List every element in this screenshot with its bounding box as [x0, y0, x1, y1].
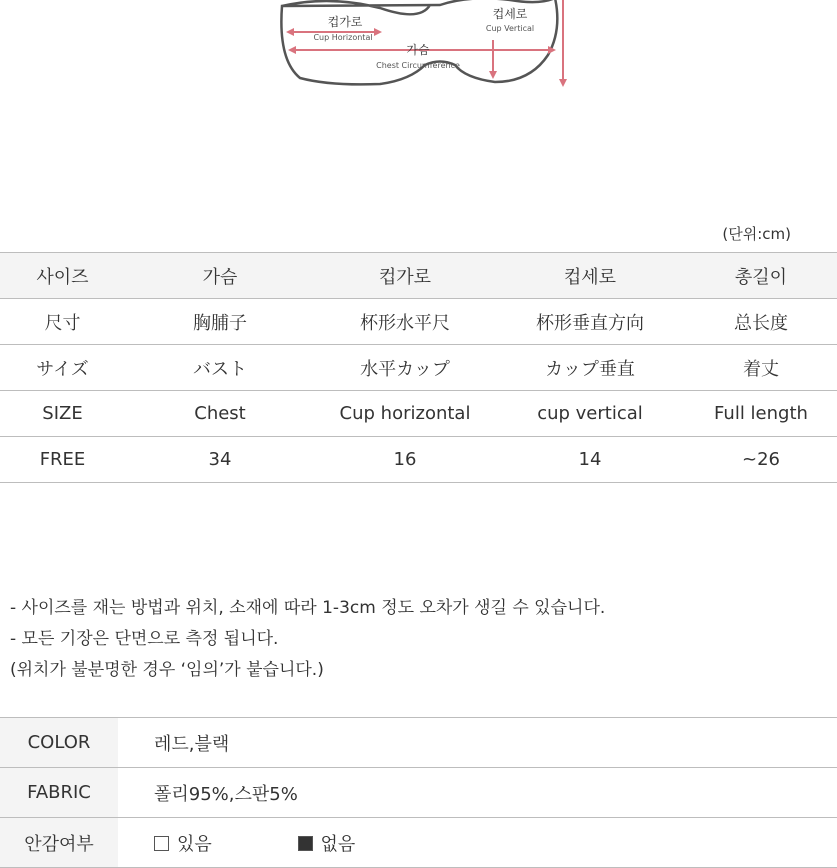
header-cup-vertical-ja: カップ垂直 — [495, 345, 685, 391]
note-line: (위치가 불분명한 경우 ‘임의’가 붙습니다.) — [10, 660, 324, 680]
lining-option-no[interactable] — [298, 830, 356, 856]
lining-options — [118, 818, 837, 868]
header-cup-horizontal-en: Cup horizontal — [315, 391, 495, 437]
cup-horizontal-value: 16 — [315, 437, 495, 483]
header-size-ja: サイズ — [0, 345, 125, 391]
header-size-zh: 尺寸 — [0, 299, 125, 345]
chest-label-en: Chest Circumference — [376, 61, 460, 70]
table-row — [0, 391, 837, 437]
unit-label: (단위:cm) — [722, 225, 791, 243]
lining-option-no-label: 없음 — [320, 833, 356, 855]
lining-label: 안감여부 — [0, 818, 118, 868]
checkbox-empty-icon — [154, 836, 169, 851]
size-value-free: FREE — [0, 437, 125, 483]
header-cup-horizontal-ko: 컵가로 — [315, 253, 495, 299]
cup-horizontal-arrowhead-right — [374, 28, 382, 36]
cup-vertical-value: 14 — [495, 437, 685, 483]
chest-arrowhead-left — [288, 46, 296, 54]
header-size-en: SIZE — [0, 391, 125, 437]
cup-horizontal-label-en: Cup Horizontal — [313, 33, 373, 42]
header-full-length-ko: 총길이 — [685, 253, 837, 299]
color-label: COLOR — [0, 718, 118, 768]
cup-horizontal-label-ko: 컵가로 — [327, 15, 363, 29]
chest-label-ko: 가슴 — [406, 43, 430, 57]
header-full-length-ja: 着丈 — [685, 345, 837, 391]
header-chest-zh: 胸脯子 — [125, 299, 315, 345]
lining-option-yes[interactable] — [154, 830, 212, 856]
header-cup-vertical-en: cup vertical — [495, 391, 685, 437]
color-value: 레드,블랙 — [118, 718, 837, 768]
fabric-label: FABRIC — [0, 768, 118, 818]
table-row — [0, 437, 837, 483]
full-length-arrowhead — [559, 79, 567, 87]
header-chest-ko: 가슴 — [125, 253, 315, 299]
header-cup-vertical-ko: 컵세로 — [495, 253, 685, 299]
bra-measurement-diagram — [0, 0, 837, 200]
note-line: - 모든 기장은 단면으로 측정 됩니다. — [10, 629, 279, 649]
header-cup-horizontal-zh: 杯形水平尺 — [315, 299, 495, 345]
fabric-value: 폴리95%,스판5% — [118, 768, 837, 818]
table-row — [0, 818, 837, 868]
header-chest-ja: バスト — [125, 345, 315, 391]
header-size-ko: 사이즈 — [0, 253, 125, 299]
table-row — [0, 345, 837, 391]
header-cup-vertical-zh: 杯形垂直方向 — [495, 299, 685, 345]
cup-vertical-label-en: Cup Vertical — [485, 24, 535, 33]
header-chest-en: Chest — [125, 391, 315, 437]
table-row — [0, 253, 837, 299]
cup-vertical-label-ko: 컵세로 — [492, 7, 528, 21]
product-info-table — [0, 717, 837, 868]
table-row — [0, 768, 837, 818]
chest-value: 34 — [125, 437, 315, 483]
full-length-value: ~26 — [685, 437, 837, 483]
header-cup-horizontal-ja: 水平カップ — [315, 345, 495, 391]
header-full-length-zh: 总长度 — [685, 299, 837, 345]
table-row — [0, 718, 837, 768]
cup-horizontal-arrowhead-left — [286, 28, 294, 36]
table-row — [0, 299, 837, 345]
lining-option-yes-label: 있음 — [177, 833, 212, 855]
header-full-length-en: Full length — [685, 391, 837, 437]
measurement-notes — [10, 593, 605, 686]
cup-vertical-arrowhead — [489, 71, 497, 79]
size-table — [0, 252, 837, 483]
note-line: - 사이즈를 재는 방법과 위치, 소재에 따라 1-3cm 정도 오차가 생길 수 있습니다. — [10, 598, 606, 618]
checkbox-filled-icon — [298, 836, 313, 851]
